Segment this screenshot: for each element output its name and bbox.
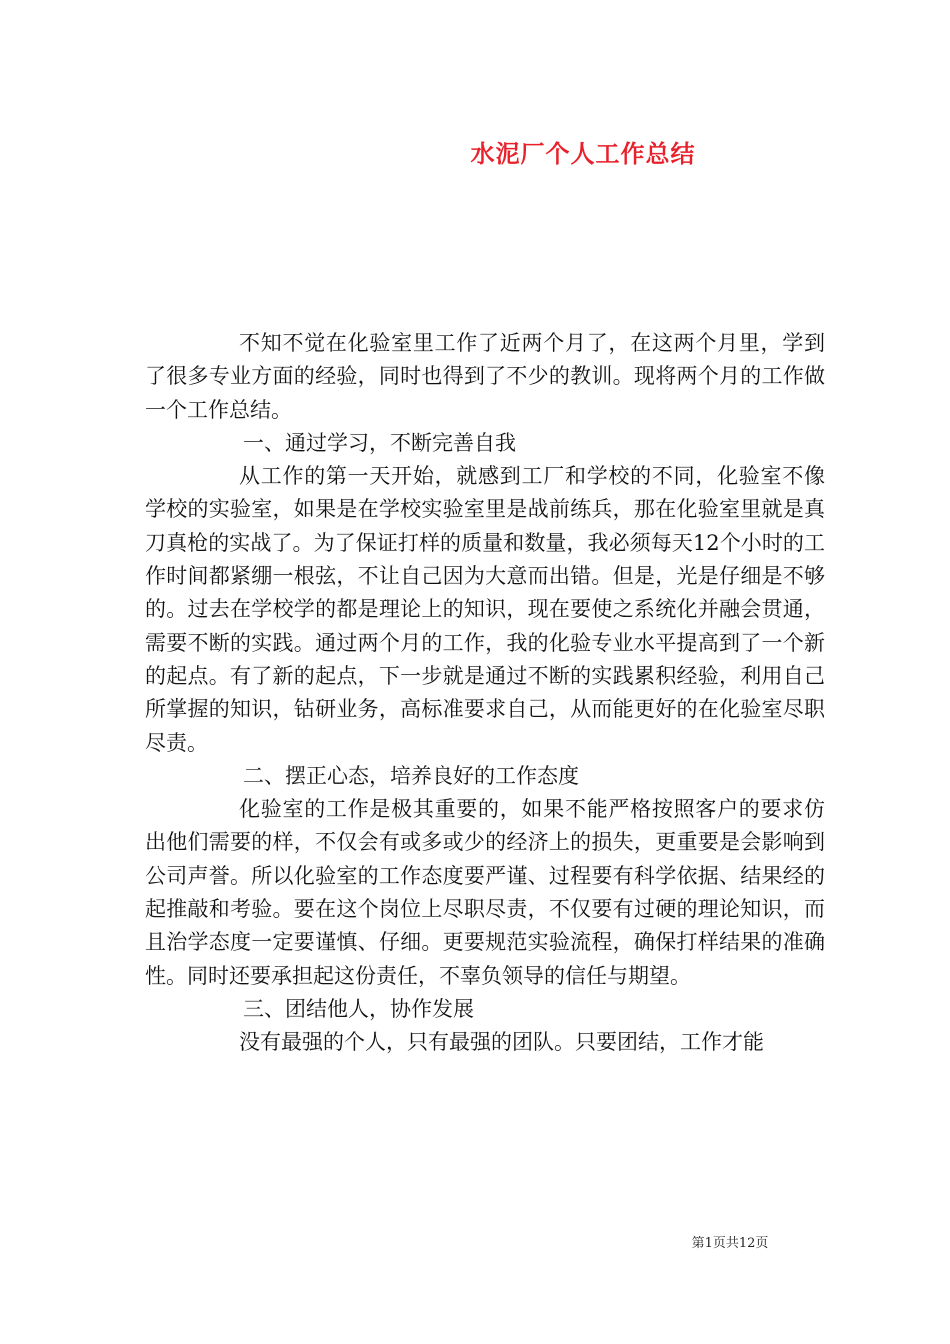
section-heading-3: 三、团结他人，协作发展 (243, 996, 474, 1021)
paragraph-intro: 不知不觉在化验室里工作了近两个月了，在这两个月里，学到了很多专业方面的经验，同时也得到了不少的教训。现将两个月的工作做一个工作总结。 (145, 331, 825, 422)
paragraph-section-2: 化验室的工作是极其重要的，如果不能严格按照客户的要求仿出他们需要的样，不仅会有或多或少的经济上的损失，更重要是会影响到公司声誉。所以化验室的工作态度要严谨、过程要有科学依据、结果经的起推敲和考验。要在这个岗位上尽职尽责，不仅要有过硬的理论知识，而且治学态度一定要谨慎、仔细。更要规范实验流程，确保打样结果的准确性。同时还要承担起这份责任，不辜负领导的信任与期望。 (145, 797, 825, 988)
document-body (145, 327, 825, 1060)
document-title: 水泥厂个人工作总结 (470, 139, 696, 168)
paragraph-section-3: 没有最强的个人，只有最强的团队。只要团结，工作才能 (239, 1030, 764, 1055)
section-heading-2: 二、摆正心态，培养良好的工作态度 (243, 763, 579, 788)
section-heading-1: 一、通过学习，不断完善自我 (243, 430, 516, 455)
paragraph-section-1: 从工作的第一天开始，就感到工厂和学校的不同，化验室不像学校的实验室，如果是在学校实验室里是战前练兵，那在化验室里就是真刀真枪的实战了。为了保证打样的质量和数量，我必须每天12个小时的工作时间都紧绷一根弦，不让自己因为大意而出错。但是，光是仔细是不够的。过去在学校学的都是理论上的知识，现在要使之系统化并融会贯通，需要不断的实践。通过两个月的工作，我的化验专业水平提高到了一个新的起点。有了新的起点，下一步就是通过不断的实践累积经验，利用自己所掌握的知识，钻研业务，高标准要求自己，从而能更好的在化验室尽职尽责。 (145, 464, 825, 755)
page-number-footer: 第1页共12页 (691, 1236, 769, 1251)
